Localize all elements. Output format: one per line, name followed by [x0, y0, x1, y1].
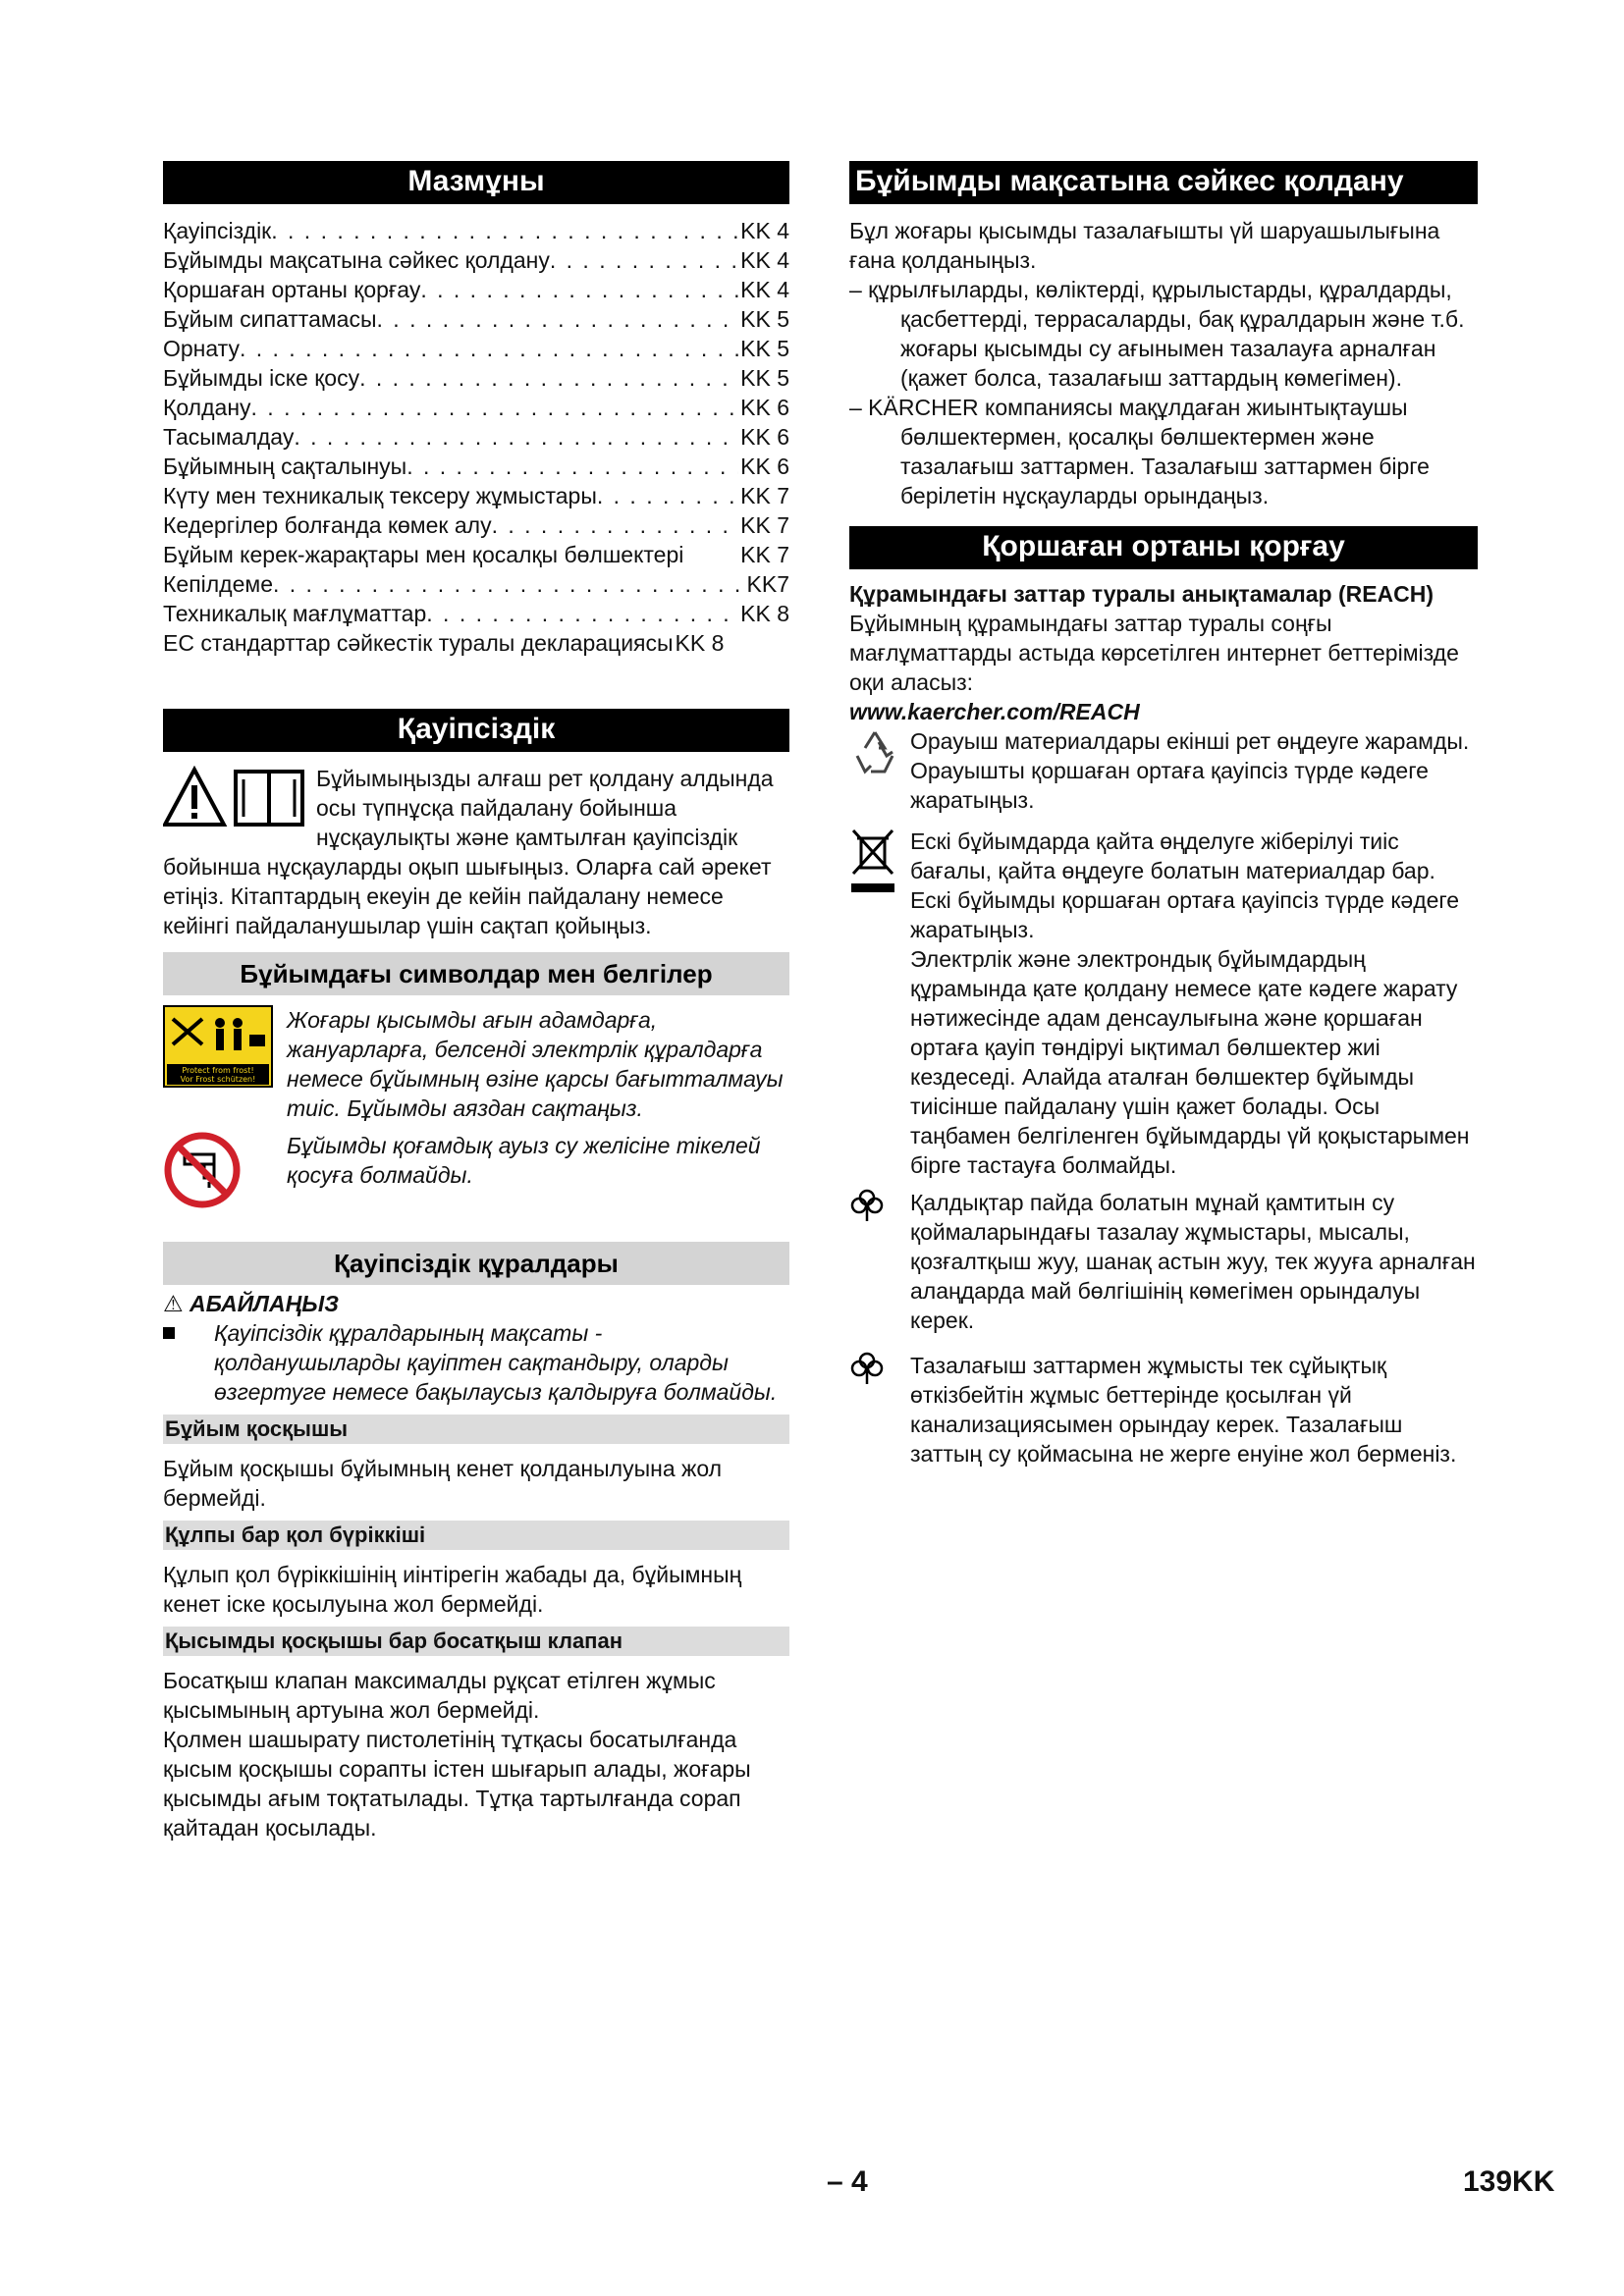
- intended-use-bullet: – KÄRCHER компаниясы мақұлдаған жиынтықтаушы бөлшектермен, қосалқы бөлшектермен және тазалағыш заттармен. Тазалағыш заттармен бірге берілетін нұсқауларды орындаңыз.: [849, 395, 1430, 508]
- oil-row: Қалдықтар пайда болатын мұнай қамтитын су қоймаларындағы тазалау жұмыстары, мысалы, қозғалтқыш жуу, шанақ астын жуу, тек жууға арналған алаңдарда май бөлгішінің көмегімен орындалуы керек.: [849, 1188, 1478, 1335]
- right-column: [849, 161, 1478, 1468]
- safety-heading: Қауіпсіздік: [163, 709, 789, 752]
- lock-text: Құлып қол бүріккішінің иінтірегін жабады да, бұйымның кенет іске қосылуына жол бермейді.: [163, 1562, 742, 1617]
- bullet-square-icon: [163, 1327, 175, 1339]
- toc-item[interactable]: Бұйым керек-жарақтары мен қосалқы бөлшектері KK 7: [163, 542, 789, 567]
- environment-heading: Қоршаған ортаны қорғау: [849, 526, 1478, 569]
- environment-tree-icon: [849, 1188, 885, 1223]
- intended-use-text: Бұл жоғары қысымды тазалағышты үй шаруашылығына ғана қолданыңыз.: [849, 218, 1440, 273]
- toc-item[interactable]: Бұйымды іске қосу . . . KK 5: [163, 363, 789, 393]
- valve-text-1: Босатқыш клапан максималды рұқсат етілген жұмыс қысымының артуына жол бермейді.: [163, 1668, 716, 1723]
- toc-item[interactable]: Кепілдеме . . . KK7: [163, 569, 789, 599]
- safety-devices-heading: Қауіпсіздік құралдары: [163, 1242, 789, 1285]
- no-drinking-water-icon: [163, 1131, 242, 1209]
- toc-item[interactable]: Орнату . . . KK 5: [163, 334, 789, 363]
- warning-book-icon: [163, 766, 306, 828]
- recycle-icon: [849, 726, 900, 777]
- symbol-row: [163, 1131, 789, 1216]
- recycle-row: Орауыш материалдары екінші рет өңдеуге жарамды. Орауышты қоршаған ортаға қауіпсіз түрде кәдеге жаратыңыз.: [849, 726, 1478, 815]
- svg-text:Protect from frost!: Protect from frost!: [182, 1066, 254, 1075]
- reach-link[interactable]: www.kaercher.com/REACH: [849, 699, 1140, 724]
- frost-warning-sign-icon: [163, 1005, 273, 1088]
- symbol1-text: Жоғары қысымды ағын адамдарға, жануарларға, белсенді электрлік құралдарға немесе бұйымның өзіне қарсы бағытталмауы тиіс. Бұйымды аяздан сақтаңыз.: [287, 1007, 784, 1121]
- valve-text-2: Қолмен шашырату пистолетінің тұтқасы босатылғанда қысым қосқышы сорапты істен шығарып алады, жоғары қысымды ағым тоқтатылады. Тұтқа тартылғанда сорап қайтадан қосылады.: [163, 1727, 751, 1841]
- safety-intro: Бұйымыңызды алғаш рет қолдану алдында осы түпнұсқа пайдалану бойынша нұсқаулықты және қамтылған қауіпсіздік бойынша нұсқауларды оқып шығыңыз. Оларға сай әрекет етіңіз. Кітаптардың екеуін де кейін пайдалану немесе кейінгі пайдаланушылар үшін сақтап қойыңыз.: [163, 766, 774, 938]
- symbols-heading: Бұйымдағы символдар мен белгілер: [163, 952, 789, 995]
- intended-use-heading: Бұйымды мақсатына сәйкес қолдану: [849, 161, 1478, 204]
- toc-item[interactable]: Бұйым сипаттамасы . . . KK 5: [163, 304, 789, 334]
- toc-item[interactable]: Тасымалдау . . . KK 6: [163, 422, 789, 452]
- left-column: [163, 161, 789, 1842]
- intended-use-bullet: – құрылғыларды, көліктерді, құрылыстарды, құралдарды, қасбеттерді, террасаларды, бақ құралдарын және т.б. жоғары қысымды су ағынымен тазалауға арналған (қажет болса, тазалағыш заттардың көмегімен).: [849, 277, 1465, 391]
- page-number: – 4: [827, 2165, 868, 2198]
- reach-text: Бұйымның құрамындағы заттар туралы соңғы мағлұматтарды астыда көрсетілген интернет беттерімізде оқи аласыз:: [849, 611, 1459, 695]
- toc-item[interactable]: Бұйымды мақсатына сәйкес қолдану . . . KK 4: [163, 245, 789, 275]
- document-code: 139KK: [1463, 2165, 1555, 2198]
- crossed-bin-icon: [849, 827, 898, 895]
- switch-text: Бұйым қосқышы бұйымның кенет қолданылуына жол бермейді.: [163, 1456, 723, 1511]
- toc-item[interactable]: Бұйымның сақталынуы . . . KK 6: [163, 452, 789, 481]
- valve-heading: Қысымды қосқышы бар босатқыш клапан: [163, 1627, 789, 1656]
- svg-text:Vor Frost schützen!: Vor Frost schützen!: [180, 1075, 256, 1084]
- toc-item[interactable]: Техникалық мағлұматтар . . . KK 8: [163, 599, 789, 628]
- toc-item[interactable]: Күту мен техникалық тексеру жұмыстары . . . KK 7: [163, 481, 789, 510]
- reach-heading: Құрамындағы заттар туралы анықтамалар (REACH): [849, 581, 1435, 607]
- switch-heading: Бұйым қосқышы: [163, 1415, 789, 1444]
- symbol-row: [163, 1005, 789, 1123]
- lock-heading: Құлпы бар қол бүріккіші: [163, 1521, 789, 1550]
- toc-item[interactable]: Қолдану . . . KK 6: [163, 393, 789, 422]
- toc-item[interactable]: Кедергілер болғанда көмек алу . . . KK 7: [163, 510, 789, 540]
- toc-item[interactable]: ЕС стандарттар сәйкестік туралы декларациясы KK 8: [163, 630, 725, 656]
- toc-item[interactable]: Қауіпсіздік . . . KK 4: [163, 216, 789, 245]
- weee-row: Ескі бұйымдарда қайта өңделуге жіберілуі тиіс бағалы, қайта өңдеуге болатын материалдар бар. Ескі бұйымды қоршаған ортаға қауіпсіз түрде кәдеге жаратыңыз. Электрлік және электрондық бұйымдардың құрамында қате қолдану немесе қате кәдеге жарату нәтижесінде адам денсаулығына және қоршаған ортаға қауіп төндіруі ықтимал бөлшектер жиі кездеседі. Алайда аталған бөлшектер бұйымды тиісінше пайдалану үшін қажет болады. Осы таңбамен белгіленген бұйымдарды үй қоқыстарымен бірге тастауға болмайды.: [849, 827, 1478, 1180]
- symbol2-text: Бұйымды қоғамдық ауыз су желісіне тікелей қосуға болмайды.: [287, 1133, 761, 1188]
- environment-tree-icon: [849, 1351, 885, 1386]
- detergent-row: Тазалағыш заттармен жұмысты тек сұйықтық өткізбейтін жұмыс беттерінде қосылған үй канализациясымен орындау керек. Тазалағыш заттың су қоймасына не жерге енуіне жол берменіз.: [849, 1351, 1478, 1468]
- warning-label: ⚠ АБАЙЛАҢЫЗ: [163, 1291, 339, 1316]
- toc-list: [163, 216, 789, 658]
- toc-item[interactable]: Қоршаған ортаны қорғау . . . KK 4: [163, 275, 789, 304]
- warning-bullet: Қауіпсіздік құралдарының мақсаты - қолданушыларды қауіптен сақтандыру, оларды өзгертуге немесе бақылаусыз қалдыруға болмайды.: [163, 1318, 789, 1407]
- toc-heading: Мазмұны: [163, 161, 789, 204]
